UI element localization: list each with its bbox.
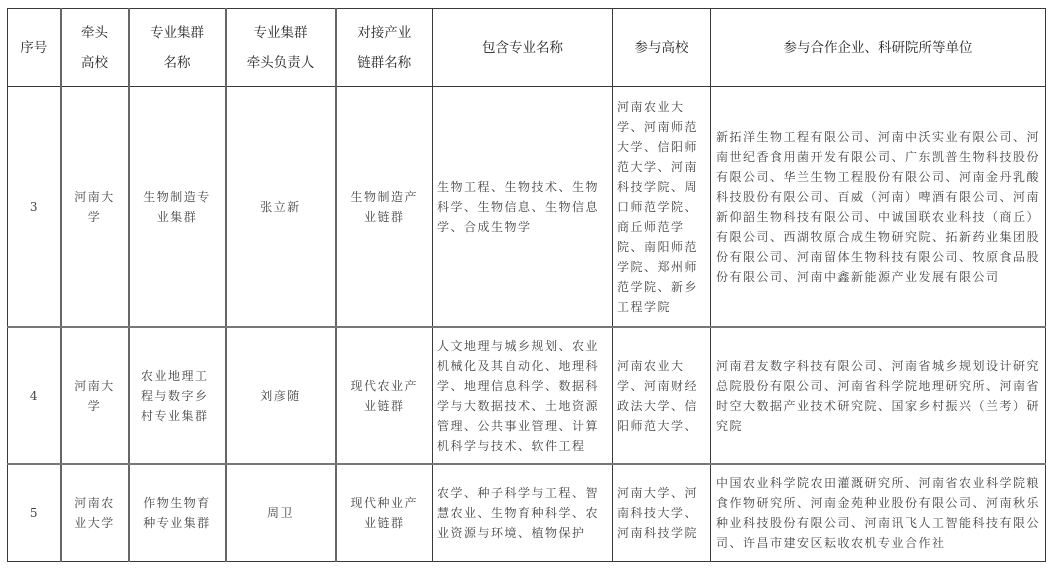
cell-leader: 周卫 [226, 464, 336, 562]
header-index: 序号 [8, 9, 61, 87]
header-partners: 参与合作企业、科研院所等单位 [711, 9, 1046, 87]
cell-majors: 人文地理与城乡规划、农业机械化及其自动化、地理科学、地理信息科学、数据科学与大数据技术、土地资源管理、公共事业管理、计算机科学与技术、软件工程 [433, 327, 613, 464]
table-row [8, 87, 1046, 328]
header-industry-chain: 对接产业 链群名称 [336, 9, 433, 87]
header-cluster-name: 专业集群 名称 [129, 9, 226, 87]
cell-lead-university: 河南大学 [61, 87, 129, 328]
cell-cluster-name: 农业地理工程与数字乡村专业集群 [129, 327, 226, 464]
cell-lead-university: 河南大学 [61, 327, 129, 464]
cell-cluster-name: 作物生物育种专业集群 [129, 464, 226, 562]
cell-cluster-name: 生物制造专业集群 [129, 87, 226, 328]
cell-partners: 新拓洋生物工程有限公司、河南中沃实业有限公司、河南世纪香食用菌开发有限公司、广东凯普生物科技股份有限公司、华兰生物工程股份有限公司、河南金丹乳酸科技股份有限公司、百威（河南）啤酒有限公司、河南新仰韶生物科技有限公司、中诚国联农业科技（商丘）有限公司、西湖牧原合成生物研究院、拓新药业集团股份有限公司、河南留体生物科技有限公司、牧原食品股份有限公司、河南中鑫新能源产业发展有限公司 [711, 87, 1046, 328]
cell-index: 5 [8, 464, 61, 562]
cell-industry-chain: 现代农业产业链群 [336, 327, 433, 464]
cluster-table [7, 8, 1046, 562]
table-row [8, 464, 1046, 562]
cell-participating-universities: 河南农业大学、河南师范大学、信阳师范大学、河南科技学院、周口师范学院、商丘师范学院、南阳师范学院、郑州师范学院、新乡工程学院 [613, 87, 711, 328]
header-lead-university: 牵头 高校 [61, 9, 129, 87]
table-row [8, 327, 1046, 464]
cell-index: 3 [8, 87, 61, 328]
cell-participating-universities: 河南大学、河南科技大学、河南科技学院 [613, 464, 711, 562]
cell-leader: 刘彦随 [226, 327, 336, 464]
cell-index: 4 [8, 327, 61, 464]
cell-majors: 农学、种子科学与工程、智慧农业、生物育种科学、农业资源与环境、植物保护 [433, 464, 613, 562]
cell-partners: 中国农业科学院农田灌溉研究所、河南省农业科学院粮食作物研究所、河南金苑种业股份有限公司、河南秋乐种业科技股份有限公司、河南讯飞人工智能科技有限公司、许昌市建安区耘收农机专业合作社 [711, 464, 1046, 562]
header-row [8, 9, 1046, 87]
header-participating-universities: 参与高校 [613, 9, 711, 87]
cell-industry-chain: 生物制造产业链群 [336, 87, 433, 328]
cell-participating-universities: 河南农业大学、河南财经政法大学、信阳师范大学、 [613, 327, 711, 464]
cell-majors: 生物工程、生物技术、生物科学、生物信息、生物信息学、合成生物学 [433, 87, 613, 328]
cell-industry-chain: 现代种业产业链群 [336, 464, 433, 562]
cell-partners: 河南君友数字科技有限公司、河南省城乡规划设计研究总院股份有限公司、河南省科学院地理研究所、河南省时空大数据产业技术研究院、国家乡村振兴（兰考）研究院 [711, 327, 1046, 464]
header-majors: 包含专业名称 [433, 9, 613, 87]
header-leader: 专业集群 牵头负责人 [226, 9, 336, 87]
cell-leader: 张立新 [226, 87, 336, 328]
cell-lead-university: 河南农业大学 [61, 464, 129, 562]
